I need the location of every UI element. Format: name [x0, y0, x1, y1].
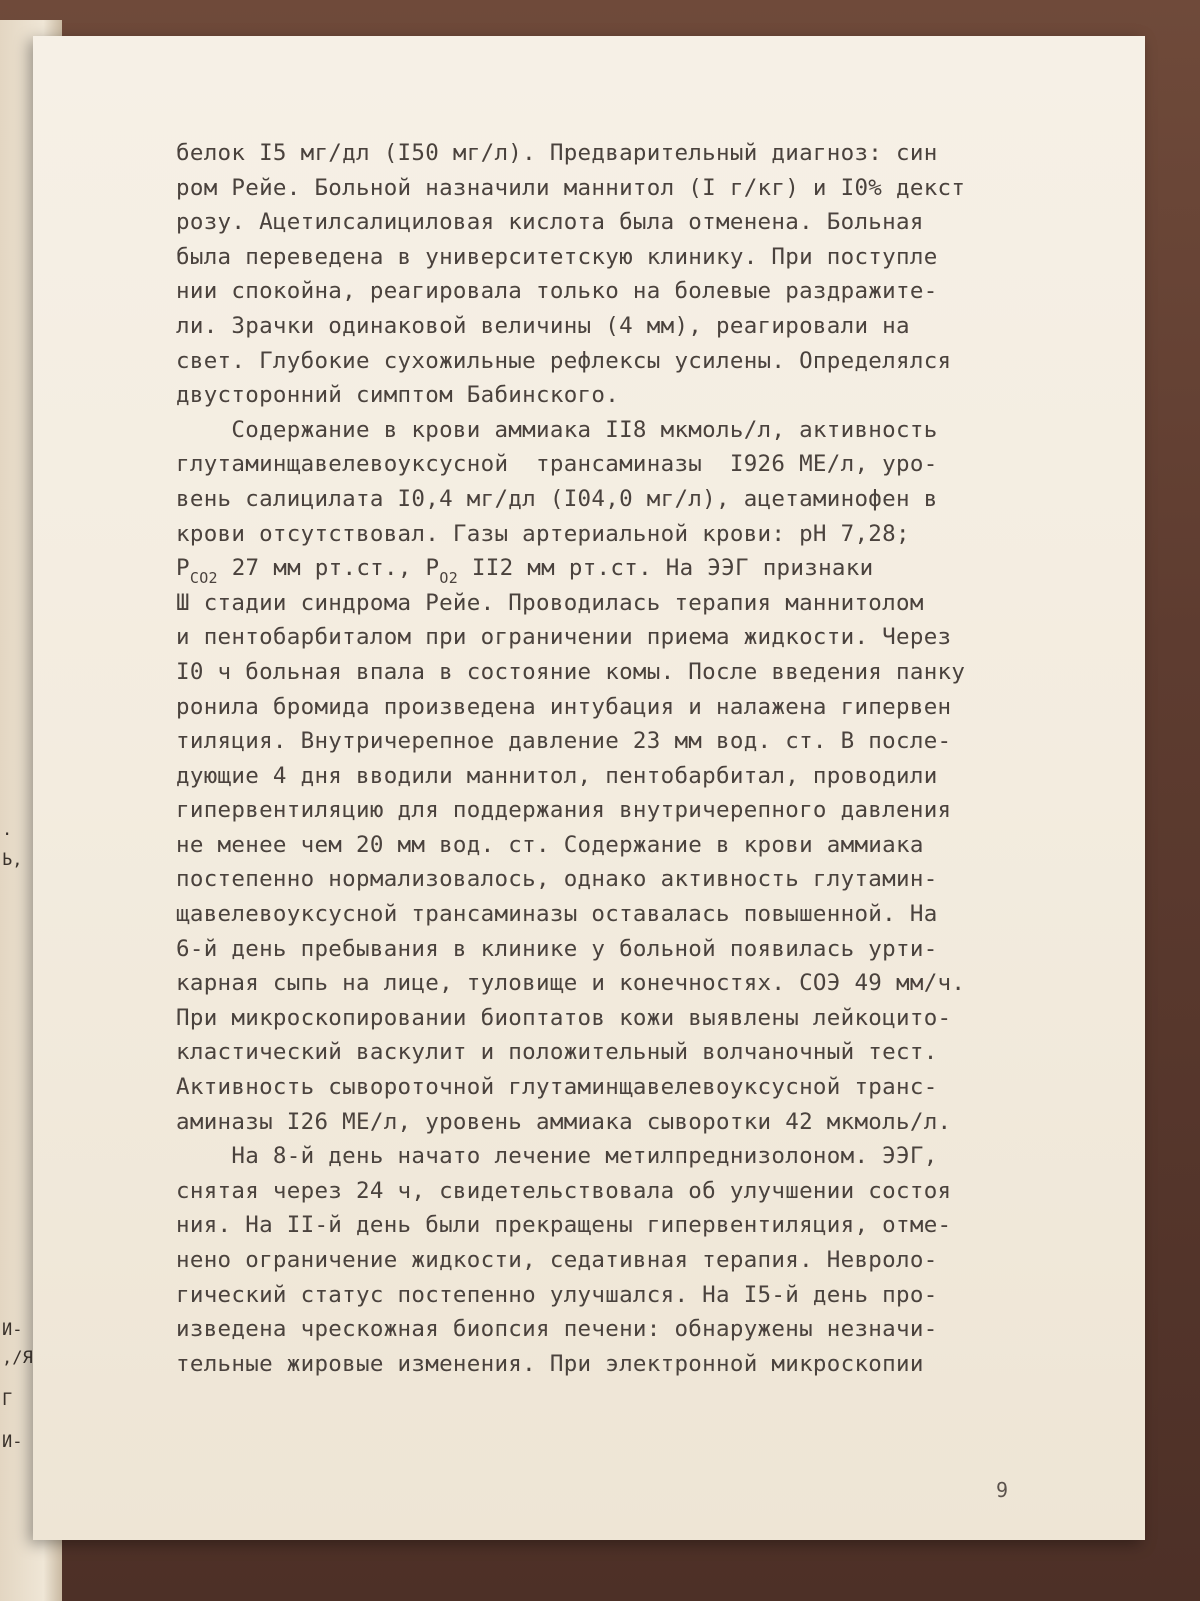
left-page-fragment: И- — [2, 1432, 23, 1452]
text-line: ния. На II-й день были прекращены гипервентиляция, отме- — [176, 1212, 952, 1239]
text-line: тельные жировые изменения. При электронной микроскопии — [176, 1350, 924, 1377]
left-page-fragment: Ь, — [2, 850, 23, 870]
text-line: дующие 4 дня вводили маннитол, пентобарбитал, проводили — [176, 762, 938, 789]
text-line: Ш стадии синдрома Рейе. Проводилась терапия маннитолом — [176, 589, 924, 616]
left-page-fragment: И- — [2, 1320, 23, 1340]
text-line: глутаминщавелевоуксусной трансаминазы I926 МЕ/л, уро- — [176, 451, 938, 478]
text-line-blood-gases — [176, 551, 1056, 586]
text-line: гический статус постепенно улучшался. На I5-й день про- — [176, 1281, 938, 1308]
text-line: снятая через 24 ч, свидетельствовала об улучшении состоя — [176, 1177, 952, 1204]
subscript-o2: O2 — [439, 569, 459, 588]
text-line: гипервентиляцию для поддержания внутричерепного давления — [176, 797, 952, 824]
text-line: На 8-й день начато лечение метилпреднизолоном. ЭЭГ, — [176, 1143, 938, 1170]
pressure-symbol: P — [176, 555, 190, 582]
text-line: и пентобарбиталом при ограничении приема жидкости. Через — [176, 624, 952, 651]
text-line: тиляция. Внутричерепное давление 23 мм вод. ст. В после- — [176, 728, 952, 755]
left-page-fragment: Г — [2, 1390, 13, 1410]
text-line: свет. Глубокие сухожильные рефлексы усилены. Определялся — [176, 347, 952, 374]
subscript-co2: CO2 — [189, 569, 218, 588]
text-line: ли. Зрачки одинаковой величины (4 мм), реагировали на — [176, 312, 910, 339]
text-line: не менее чем 20 мм вод. ст. Содержание в крови аммиака — [176, 831, 924, 858]
text-line: щавелевоуксусной трансаминазы оставалась повышенной. На — [176, 901, 938, 928]
text-line: розу. Ацетилсалициловая кислота была отменена. Больная — [176, 209, 924, 236]
text-line: карная сыпь на лице, туловище и конечностях. СОЭ 49 мм/ч. — [176, 970, 966, 997]
text-line: кластический васкулит и положительный волчаночный тест. — [176, 1039, 938, 1066]
text-line: двусторонний симптом Бабинского. — [176, 382, 620, 409]
text-line: Активность сывороточной глутаминщавелевоуксусной транс- — [176, 1074, 938, 1101]
text-line: вень салицилата I0,4 мг/дл (I04,0 мг/л), ацетаминофен в — [176, 485, 938, 512]
page-number: 9 — [996, 1478, 1009, 1502]
text-line: I0 ч больная впала в состояние комы. После введения панку — [176, 658, 966, 685]
text-line: постепенно нормализовалось, однако активность глутамин- — [176, 866, 938, 893]
text-line: 6-й день пребывания в клинике у больной появилась урти- — [176, 935, 938, 962]
left-page-fragment: . — [2, 820, 13, 840]
text-segment: II2 мм рт.ст. На ЭЭГ признаки — [458, 555, 874, 582]
text-line: нено ограничение жидкости, седативная терапия. Невроло- — [176, 1247, 938, 1273]
left-page-fragment: ,/Я — [2, 1348, 33, 1368]
text-segment: 27 мм рт.ст., P — [217, 555, 440, 582]
text-line: Содержание в крови аммиака II8 мкмоль/л, активность — [176, 416, 938, 443]
text-line: ронила бромида произведена интубация и налажена гипервен — [176, 693, 952, 720]
text-line: крови отсутствовал. Газы артериальной крови: pH 7,28; — [176, 520, 910, 547]
body-text — [176, 136, 1056, 1381]
text-line: нии спокойна, реагировала только на болевые раздражите- — [176, 278, 938, 305]
text-line: аминазы I26 МЕ/л, уровень аммиака сыворотки 42 мкмоль/л. — [176, 1108, 952, 1135]
text-line: ром Рейе. Больной назначили маннитол (I г/кг) и I0% декст — [176, 174, 966, 201]
text-line: была переведена в университетскую клинику. При поступле — [176, 243, 938, 270]
text-line: изведена чрескожная биопсия печени: обнаружены незначи- — [176, 1316, 938, 1343]
text-line: белок I5 мг/дл (I50 мг/л). Предварительный диагноз: син — [176, 140, 938, 166]
text-line: При микроскопировании биоптатов кожи выявлены лейкоцито- — [176, 1004, 952, 1031]
